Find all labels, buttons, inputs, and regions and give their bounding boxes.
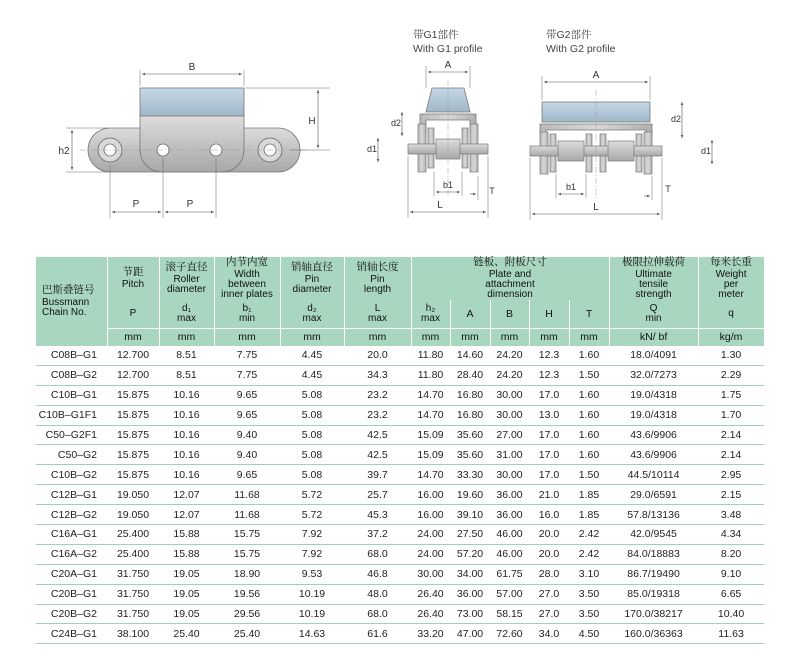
table-cell: 36.00	[490, 505, 529, 525]
table-cell: 14.63	[280, 624, 344, 644]
table-cell: 16.00	[411, 505, 450, 525]
header-unit: kg/m	[698, 329, 764, 347]
chain-spec-table	[36, 257, 765, 644]
table-cell: 5.72	[280, 485, 344, 505]
table-cell: 5.08	[280, 385, 344, 405]
table-row	[36, 405, 764, 425]
table-header	[36, 257, 764, 346]
g1-dim-T: T	[489, 186, 495, 196]
cell-chain-no: C16A–G1	[36, 525, 107, 545]
cell-chain-no: C24B–G1	[36, 624, 107, 644]
table-cell: 30.00	[411, 564, 450, 584]
header-sym-d1: d₁ max	[159, 300, 214, 329]
header-sym-L: L max	[344, 300, 411, 329]
side-dim-h2: h2	[58, 146, 70, 157]
table-row	[36, 505, 764, 525]
table-cell: 9.53	[280, 564, 344, 584]
table-cell: 34.00	[450, 564, 490, 584]
table-cell: 2.14	[698, 445, 764, 465]
table-cell: 31.750	[107, 584, 159, 604]
table-cell: 11.68	[214, 485, 280, 505]
table-cell: 68.0	[344, 604, 411, 624]
header-unit: mm	[159, 329, 214, 347]
table-cell: 7.75	[214, 365, 280, 385]
table-cell: 5.08	[280, 405, 344, 425]
g2-dim-A: A	[592, 70, 600, 81]
table-row	[36, 425, 764, 445]
table-cell: 25.400	[107, 544, 159, 564]
header-sym-Q: Q min	[609, 300, 698, 329]
header-width: 内节内宽 Width between inner plates	[214, 257, 280, 300]
table-cell: 28.0	[529, 564, 569, 584]
table-cell: 36.00	[450, 584, 490, 604]
table-cell: 61.75	[490, 564, 529, 584]
table-cell: 25.40	[214, 624, 280, 644]
g1-dim-d1: d1	[366, 144, 378, 154]
g1-dim-L: L	[437, 200, 443, 211]
table-cell: 30.00	[490, 405, 529, 425]
table-cell: 24.00	[411, 544, 450, 564]
table-cell: 10.19	[280, 604, 344, 624]
table-cell: 30.00	[490, 465, 529, 485]
table-cell: 46.00	[490, 525, 529, 545]
table-cell: 18.90	[214, 564, 280, 584]
header-unit: mm	[107, 329, 159, 347]
table-row	[36, 525, 764, 545]
table-cell: 10.19	[280, 584, 344, 604]
table-cell: 19.05	[159, 584, 214, 604]
header-roller: 滚子直径 Roller diameter	[159, 257, 214, 300]
cell-chain-no: C08B–G1	[36, 346, 107, 365]
cell-chain-no: C50–G2F1	[36, 425, 107, 445]
side-view-drawing	[58, 62, 330, 218]
table-cell: 16.80	[450, 405, 490, 425]
table-cell: 35.60	[450, 425, 490, 445]
table-cell: 38.100	[107, 624, 159, 644]
table-cell: 33.30	[450, 465, 490, 485]
table-cell: 9.40	[214, 445, 280, 465]
table-cell: 3.48	[698, 505, 764, 525]
table-cell: 4.34	[698, 525, 764, 545]
table-cell: 73.00	[450, 604, 490, 624]
table-cell: 39.7	[344, 465, 411, 485]
table-cell: 1.85	[569, 505, 609, 525]
table-cell: 16.00	[411, 485, 450, 505]
table-cell: 36.00	[490, 485, 529, 505]
header-unit: mm	[569, 329, 609, 347]
table-cell: 43.6/9906	[609, 445, 698, 465]
table-cell: 29.56	[214, 604, 280, 624]
table-cell: 15.09	[411, 425, 450, 445]
table-cell: 15.88	[159, 525, 214, 545]
table-cell: 57.8/13136	[609, 505, 698, 525]
table-cell: 1.60	[569, 445, 609, 465]
table-cell: 1.85	[569, 485, 609, 505]
cell-chain-no: C50–G2	[36, 445, 107, 465]
table-cell: 8.51	[159, 365, 214, 385]
table-cell: 17.0	[529, 445, 569, 465]
table-row	[36, 445, 764, 465]
g2-caption-en: With G2 profile	[546, 43, 616, 55]
header-pin-length: 销轴长度 Pin length	[344, 257, 411, 300]
table-row	[36, 544, 764, 564]
table-cell: 86.7/19490	[609, 564, 698, 584]
table-cell: 14.70	[411, 465, 450, 485]
table-cell: 16.80	[450, 385, 490, 405]
table-cell: 12.07	[159, 505, 214, 525]
table-body	[36, 346, 764, 644]
header-pitch: 节距 Pitch	[107, 257, 159, 300]
table-cell: 42.0/9545	[609, 525, 698, 545]
table-cell: 1.30	[698, 346, 764, 365]
table-cell: 30.00	[490, 385, 529, 405]
cell-chain-no: C20B–G2	[36, 604, 107, 624]
cell-chain-no: C08B–G2	[36, 365, 107, 385]
g1-caption-en: With G1 profile	[413, 43, 483, 55]
table-cell: 57.00	[490, 584, 529, 604]
table-cell: 20.0	[529, 525, 569, 545]
header-tensile: 极限拉伸载荷 Ultimate tensile strength	[609, 257, 698, 300]
side-dim-H: H	[308, 116, 316, 127]
table-cell: 32.0/7273	[609, 365, 698, 385]
table-cell: 19.60	[450, 485, 490, 505]
cell-chain-no: C16A–G2	[36, 544, 107, 564]
table-cell: 12.3	[529, 346, 569, 365]
table-cell: 3.10	[569, 564, 609, 584]
table-cell: 19.050	[107, 505, 159, 525]
cell-chain-no: C20B–G1	[36, 584, 107, 604]
table-cell: 17.0	[529, 385, 569, 405]
g2-dim-d1: d1	[700, 146, 712, 156]
table-cell: 15.875	[107, 425, 159, 445]
table-cell: 24.00	[411, 525, 450, 545]
table-cell: 20.0	[344, 346, 411, 365]
table-cell: 24.20	[490, 346, 529, 365]
side-dim-B: B	[188, 62, 196, 73]
table-cell: 15.875	[107, 385, 159, 405]
table-cell: 2.29	[698, 365, 764, 385]
g2-view-drawing	[530, 28, 712, 220]
table-cell: 19.0/4318	[609, 405, 698, 425]
g2-dim-d2: d2	[670, 114, 682, 124]
table-cell: 25.40	[159, 624, 214, 644]
table-cell: 31.750	[107, 604, 159, 624]
header-sym-d2: d₂ max	[280, 300, 344, 329]
table-cell: 34.3	[344, 365, 411, 385]
header-sym-h2: h₂ max	[411, 300, 450, 329]
table-cell: 18.0/4091	[609, 346, 698, 365]
table-cell: 26.40	[411, 584, 450, 604]
table-cell: 15.875	[107, 445, 159, 465]
table-cell: 10.40	[698, 604, 764, 624]
table-cell: 9.65	[214, 405, 280, 425]
table-cell: 9.10	[698, 564, 764, 584]
table-cell: 37.2	[344, 525, 411, 545]
table-cell: 2.15	[698, 485, 764, 505]
table-cell: 15.88	[159, 544, 214, 564]
table-cell: 6.65	[698, 584, 764, 604]
table-cell: 57.20	[450, 544, 490, 564]
table-cell: 1.75	[698, 385, 764, 405]
header-sym-B: B	[490, 300, 529, 329]
table-cell: 11.80	[411, 365, 450, 385]
table-cell: 2.42	[569, 544, 609, 564]
table-cell: 19.05	[159, 604, 214, 624]
side-dim-P1: P	[132, 199, 140, 210]
table-cell: 160.0/36363	[609, 624, 698, 644]
table-cell: 7.75	[214, 346, 280, 365]
table-cell: 10.16	[159, 405, 214, 425]
table-cell: 16.0	[529, 505, 569, 525]
table-cell: 39.10	[450, 505, 490, 525]
table-cell: 44.5/10114	[609, 465, 698, 485]
table-cell: 68.0	[344, 544, 411, 564]
table-cell: 10.16	[159, 445, 214, 465]
header-chain-no: 巴斯叠链号 Bussmann Chain No.	[36, 257, 107, 346]
header-unit: mm	[344, 329, 411, 347]
table-cell: 15.875	[107, 405, 159, 425]
table-row	[36, 465, 764, 485]
table-cell: 5.08	[280, 425, 344, 445]
header-sym-T: T	[569, 300, 609, 329]
table-cell: 58.15	[490, 604, 529, 624]
cell-chain-no: C12B–G2	[36, 505, 107, 525]
table-cell: 12.700	[107, 346, 159, 365]
table-cell: 48.0	[344, 584, 411, 604]
header-sym-H: H	[529, 300, 569, 329]
header-unit: mm	[411, 329, 450, 347]
table-cell: 11.68	[214, 505, 280, 525]
table-cell: 21.0	[529, 485, 569, 505]
table-cell: 1.60	[569, 405, 609, 425]
table-cell: 17.0	[529, 465, 569, 485]
table-cell: 170.0/38217	[609, 604, 698, 624]
table-cell: 4.50	[569, 624, 609, 644]
g2-dim-b1: b1	[565, 182, 577, 192]
header-unit: mm	[280, 329, 344, 347]
table-cell: 1.50	[569, 365, 609, 385]
table-cell: 24.20	[490, 365, 529, 385]
table-cell: 31.00	[490, 445, 529, 465]
header-pin-diameter: 销轴直径 Pin diameter	[280, 257, 344, 300]
g1-dim-A: A	[444, 60, 452, 71]
table-cell: 19.050	[107, 485, 159, 505]
table-cell: 4.45	[280, 346, 344, 365]
table-cell: 23.2	[344, 405, 411, 425]
table-cell: 2.95	[698, 465, 764, 485]
table-cell: 15.75	[214, 544, 280, 564]
table-row	[36, 365, 764, 385]
g1-dim-d2: d2	[390, 118, 402, 128]
table-cell: 2.14	[698, 425, 764, 445]
table-row	[36, 346, 764, 365]
table-cell: 26.40	[411, 604, 450, 624]
table-row	[36, 385, 764, 405]
table-cell: 7.92	[280, 544, 344, 564]
table-cell: 1.70	[698, 405, 764, 425]
cell-chain-no: C10B–G1F1	[36, 405, 107, 425]
table-cell: 46.00	[490, 544, 529, 564]
technical-drawings	[0, 0, 800, 255]
table-cell: 1.60	[569, 385, 609, 405]
table-cell: 2.42	[569, 525, 609, 545]
header-unit: mm	[490, 329, 529, 347]
table-cell: 1.60	[569, 425, 609, 445]
table-cell: 10.16	[159, 425, 214, 445]
table-cell: 27.50	[450, 525, 490, 545]
table-cell: 10.16	[159, 465, 214, 485]
table-cell: 15.09	[411, 445, 450, 465]
table-cell: 11.63	[698, 624, 764, 644]
table-cell: 5.72	[280, 505, 344, 525]
g2-caption-zh: 带G2部件	[546, 29, 592, 41]
table-cell: 25.7	[344, 485, 411, 505]
table-cell: 84.0/18883	[609, 544, 698, 564]
table-cell: 12.3	[529, 365, 569, 385]
table-row	[36, 485, 764, 505]
table-row	[36, 564, 764, 584]
side-dim-P2: P	[186, 199, 194, 210]
header-unit: kN/ bf	[609, 329, 698, 347]
header-sym-P: P	[107, 300, 159, 329]
table-cell: 15.875	[107, 465, 159, 485]
table-cell: 9.40	[214, 425, 280, 445]
table-cell: 61.6	[344, 624, 411, 644]
header-sym-q: q	[698, 300, 764, 329]
table-cell: 1.60	[569, 346, 609, 365]
table-cell: 9.65	[214, 465, 280, 485]
table-cell: 42.5	[344, 445, 411, 465]
header-weight: 每米长重 Weight per meter	[698, 257, 764, 300]
table-cell: 3.50	[569, 584, 609, 604]
table-cell: 42.5	[344, 425, 411, 445]
g1-dim-b1: b1	[442, 180, 454, 190]
table-cell: 27.00	[490, 425, 529, 445]
table-cell: 47.00	[450, 624, 490, 644]
table-cell: 14.70	[411, 405, 450, 425]
table-cell: 19.05	[159, 564, 214, 584]
table-cell: 15.75	[214, 525, 280, 545]
header-sym-A: A	[450, 300, 490, 329]
header-unit: mm	[214, 329, 280, 347]
g1-view-drawing	[367, 28, 495, 218]
table-cell: 33.20	[411, 624, 450, 644]
attachment-plate	[140, 88, 244, 116]
table-cell: 85.0/19318	[609, 584, 698, 604]
table-row	[36, 624, 764, 644]
table-cell: 12.700	[107, 365, 159, 385]
header-unit: mm	[529, 329, 569, 347]
table-cell: 5.08	[280, 445, 344, 465]
header-sym-b1: b₁ min	[214, 300, 280, 329]
table-cell: 12.07	[159, 485, 214, 505]
table-cell: 8.51	[159, 346, 214, 365]
table-cell: 7.92	[280, 525, 344, 545]
table-cell: 29.0/6591	[609, 485, 698, 505]
table-cell: 34.0	[529, 624, 569, 644]
table-cell: 43.6/9906	[609, 425, 698, 445]
table-cell: 5.08	[280, 465, 344, 485]
cell-chain-no: C10B–G1	[36, 385, 107, 405]
table-cell: 3.50	[569, 604, 609, 624]
table-cell: 1.50	[569, 465, 609, 485]
table-cell: 10.16	[159, 385, 214, 405]
table-cell: 17.0	[529, 425, 569, 445]
header-plate: 链板、附板尺寸 Plate and attachment dimension	[411, 257, 609, 300]
table-cell: 8.20	[698, 544, 764, 564]
table-cell: 27.0	[529, 584, 569, 604]
table-cell: 72.60	[490, 624, 529, 644]
g2-dim-L: L	[593, 202, 599, 213]
cell-chain-no: C12B–G1	[36, 485, 107, 505]
table-cell: 4.45	[280, 365, 344, 385]
table-row	[36, 584, 764, 604]
table-cell: 31.750	[107, 564, 159, 584]
table-cell: 11.80	[411, 346, 450, 365]
table-cell: 19.0/4318	[609, 385, 698, 405]
g2-dim-T: T	[665, 184, 671, 194]
cell-chain-no: C10B–G2	[36, 465, 107, 485]
table-cell: 20.0	[529, 544, 569, 564]
table-cell: 35.60	[450, 445, 490, 465]
table-cell: 25.400	[107, 525, 159, 545]
table-cell: 14.60	[450, 346, 490, 365]
table-row	[36, 604, 764, 624]
table-cell: 14.70	[411, 385, 450, 405]
table-cell: 9.65	[214, 385, 280, 405]
header-unit: mm	[450, 329, 490, 347]
table-cell: 28.40	[450, 365, 490, 385]
g1-caption-zh: 带G1部件	[413, 29, 459, 41]
table-cell: 27.0	[529, 604, 569, 624]
table-cell: 19.56	[214, 584, 280, 604]
table-cell: 23.2	[344, 385, 411, 405]
cell-chain-no: C20A–G1	[36, 564, 107, 584]
table-cell: 45.3	[344, 505, 411, 525]
table-cell: 13.0	[529, 405, 569, 425]
table-cell: 46.8	[344, 564, 411, 584]
